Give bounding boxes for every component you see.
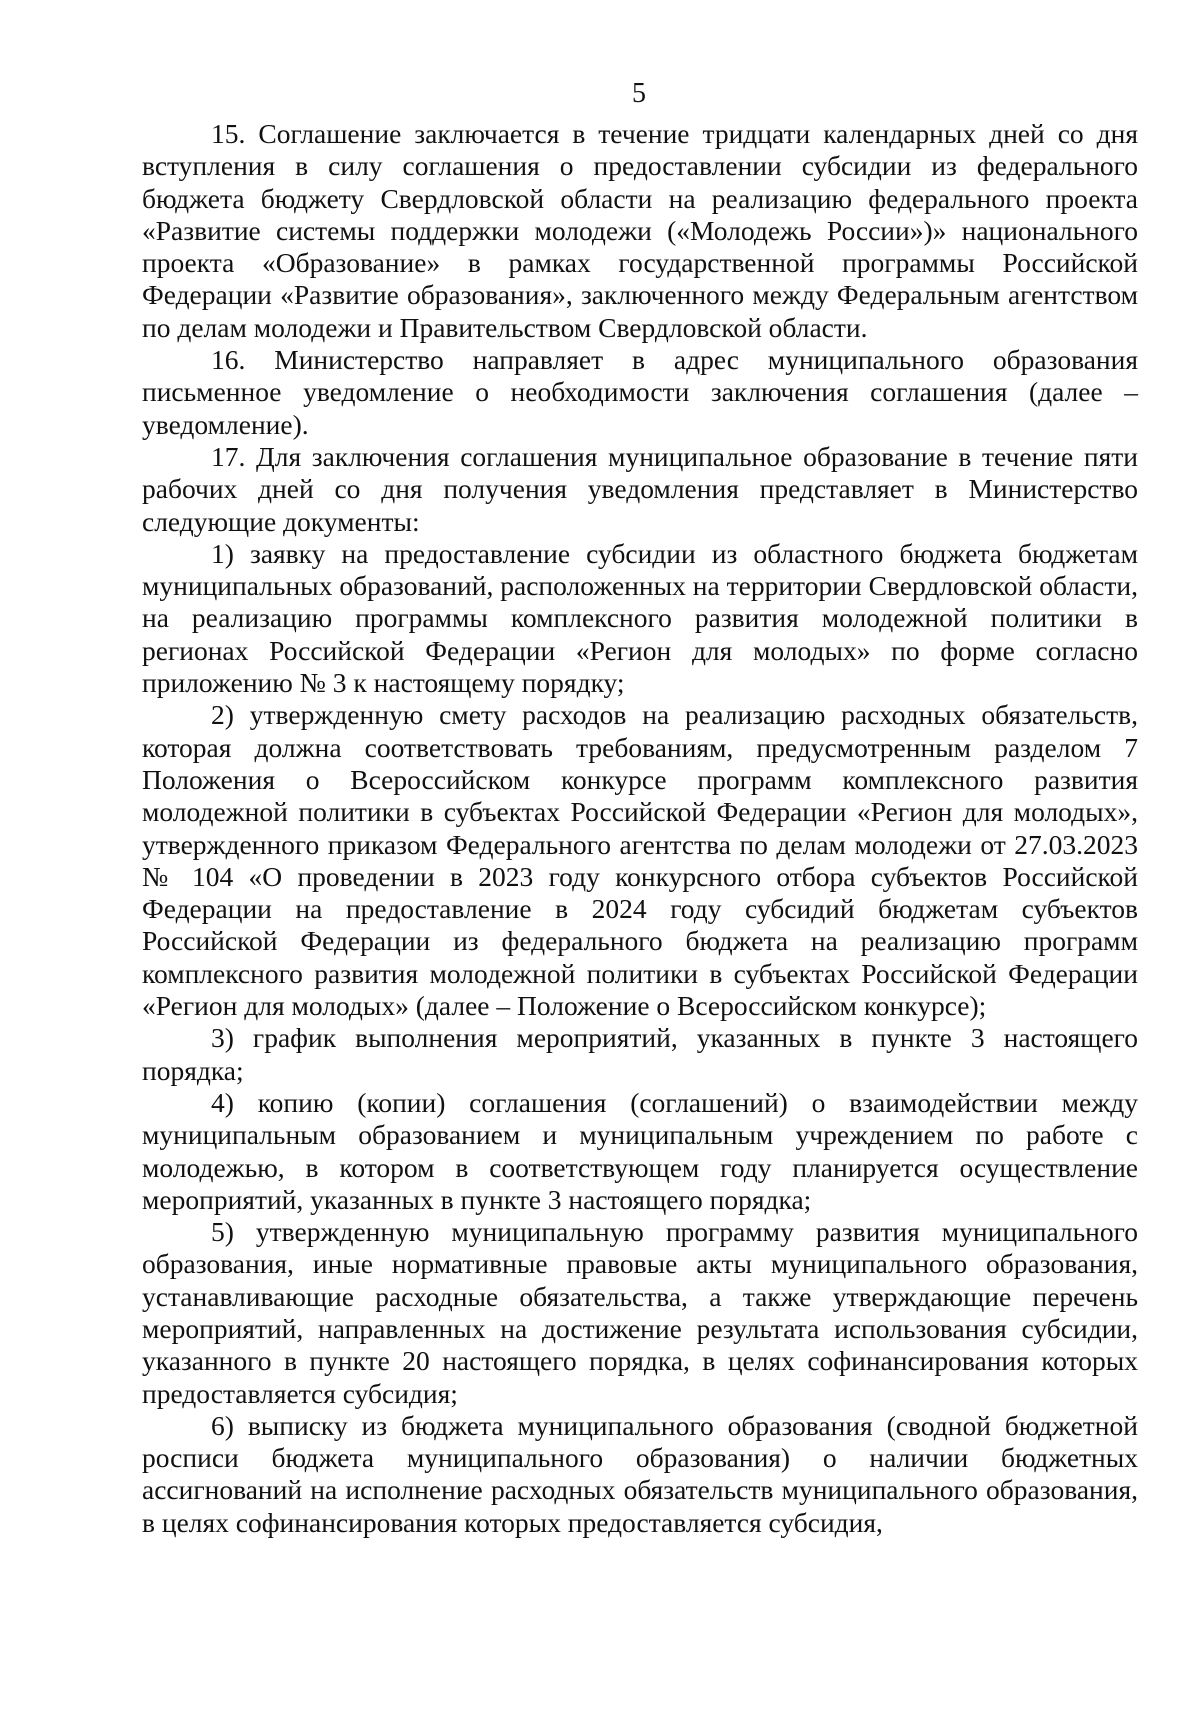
list-item-6: 6) выписку из бюджета муниципального образования (сводной бюджетной росписи бюджета муниципального образования) о наличии бюджетных ассигнований на исполнение расходных обязательств муниципального образования, в целях софинансирования которых предоставляется субсидия,	[142, 1409, 1138, 1538]
list-item-5: 5) утвержденную муниципальную программу развития муниципального образования, иные нормативные правовые акты муниципального образования, устанавливающие расходные обязательства, а также утверждающие перечень мероприятий, направленных на достижение результата использования субсидии, указанного в пункте 20 настоящего порядка, в целях софинансирования которых предоставляется субсидия;	[142, 1216, 1138, 1409]
page-number: 5	[632, 78, 646, 109]
list-item-4: 4) копию (копии) соглашения (соглашений) о взаимодействии между муниципальным образованием и муниципальным учреждением по работе с молодежью, в котором в соответствующем году планируется осуществление мероприятий, указанных в пункте 3 настоящего порядка;	[142, 1086, 1138, 1215]
list-item-2: 2) утвержденную смету расходов на реализацию расходных обязательств, которая должна соответствовать требованиям, предусмотренным разделом 7 Положения о Всероссийском конкурсе программ комплексного развития молодежной политики в субъектах Российской Федерации «Регион для молодых», утвержденного приказом Федерального агентства по делам молодежи от 27.03.2023 № 104 «О проведении в 2023 году конкурсного отбора субъектов Российской Федерации на предоставление в 2024 году субсидий бюджетам субъектов Российской Федерации из федерального бюджета на реализацию программ комплексного развития молодежной политики в субъектах Российской Федерации «Регион для молодых» (далее – Положение о Всероссийском конкурсе);	[142, 699, 1138, 1022]
document-body	[142, 118, 1138, 1539]
paragraph-16: 16. Министерство направляет в адрес муниципального образования письменное уведомление о необходимости заключения соглашения (далее – уведомление).	[142, 344, 1138, 440]
list-item-3: 3) график выполнения мероприятий, указанных в пункте 3 настоящего порядка;	[142, 1022, 1138, 1086]
paragraph-15: 15. Соглашение заключается в течение тридцати календарных дней со дня вступления в силу соглашения о предоставлении субсидии из федерального бюджета бюджету Свердловской области на реализацию федерального проекта «Развитие системы поддержки молодежи («Молодежь России»)» национального проекта «Образование» в рамках государственной программы Российской Федерации «Развитие образования», заключенного между Федеральным агентством по делам молодежи и Правительством Свердловской области.	[142, 118, 1138, 343]
list-item-1: 1) заявку на предоставление субсидии из областного бюджета бюджетам муниципальных образований, расположенных на территории Свердловской области, на реализацию программы комплексного развития молодежной политики в регионах Российской Федерации «Регион для молодых» по форме согласно приложению № 3 к настоящему порядку;	[142, 537, 1138, 699]
paragraph-17: 17. Для заключения соглашения муниципальное образование в течение пяти рабочих дней со дня получения уведомления представляет в Министерство следующие документы:	[142, 440, 1138, 537]
